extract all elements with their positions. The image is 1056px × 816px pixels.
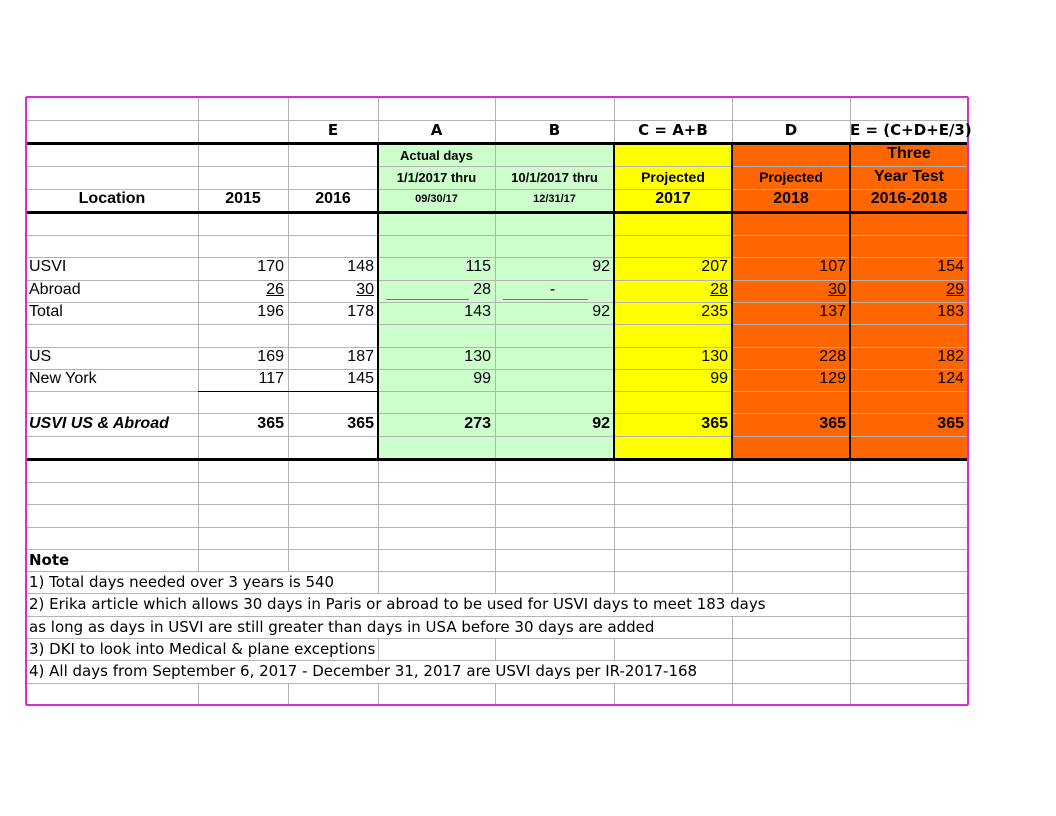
row-value-1-6[interactable]: 29: [946, 281, 964, 299]
projected-2018-header[interactable]: 2018: [773, 190, 809, 208]
row-value-0-5[interactable]: 107: [819, 258, 846, 276]
row-value-3-5[interactable]: 228: [819, 348, 846, 366]
row-value-3-0[interactable]: 169: [257, 348, 284, 366]
actual-days-header[interactable]: 09/30/17: [415, 192, 458, 205]
note-title[interactable]: Note: [29, 550, 70, 569]
row-value-5-4[interactable]: 365: [701, 415, 728, 433]
row-value-0-0[interactable]: 170: [257, 258, 284, 276]
row-value-2-2[interactable]: 143: [464, 303, 491, 321]
grid-row-line: [26, 593, 968, 594]
row-value-0-1[interactable]: 148: [347, 258, 374, 276]
grid-row-line: [26, 189, 968, 190]
projected-2017-header[interactable]: Projected: [641, 169, 705, 186]
row-label-5[interactable]: USVI US & Abroad: [29, 415, 169, 433]
row-value-1-0[interactable]: 26: [266, 281, 284, 299]
grid-row-line: [26, 166, 968, 167]
grid-row-line: [26, 549, 968, 550]
row-value-4-1[interactable]: 145: [347, 370, 374, 388]
year-2015-header[interactable]: 2015: [225, 190, 261, 208]
note-line-5[interactable]: 4) All days from September 6, 2017 - December 31, 2017 are USVI days per IR-2017-168: [29, 661, 698, 680]
grid-row-line: [26, 324, 968, 325]
grid-row-line: [26, 280, 968, 281]
row-value-2-3[interactable]: 92: [592, 303, 610, 321]
formula-header[interactable]: C = A+B: [638, 120, 708, 139]
newyork-sum-underline: [198, 391, 378, 392]
row-value-1-2[interactable]: 28: [473, 281, 491, 299]
grid-row-line: [26, 616, 968, 617]
header-bottom-border: [26, 211, 968, 214]
outline-left: [25, 97, 27, 705]
note-line-3[interactable]: as long as days in USVI are still greater than days in USA before 30 days are added: [29, 617, 655, 636]
row-value-1-4[interactable]: 28: [710, 281, 728, 299]
outline-top: [26, 96, 968, 98]
row-label-2[interactable]: Total: [29, 303, 63, 321]
abroad-dashed-underline: [386, 299, 469, 300]
row-value-1-1[interactable]: 30: [356, 281, 374, 299]
grid-row-line: [26, 571, 968, 572]
row-value-1-3[interactable]: -: [549, 281, 556, 299]
row-value-4-6[interactable]: 124: [937, 370, 964, 388]
row-value-0-3[interactable]: 92: [592, 258, 610, 276]
row-value-5-1[interactable]: 365: [347, 415, 374, 433]
formula-header[interactable]: E: [327, 120, 339, 139]
row-value-3-1[interactable]: 187: [347, 348, 374, 366]
grid-row-line: [26, 527, 968, 528]
formula-header[interactable]: B: [548, 120, 561, 139]
note-line-4[interactable]: 3) DKI to look into Medical & plane exceptions: [29, 639, 376, 658]
row-value-3-6[interactable]: 182: [937, 348, 964, 366]
outline-bottom: [26, 704, 968, 706]
row-value-5-3[interactable]: 92: [592, 415, 610, 433]
grid-row-line: [26, 391, 968, 392]
grid-row-line: [26, 436, 968, 437]
grid-row-line: [26, 504, 968, 505]
grid-row-line: [26, 683, 968, 684]
formula-header[interactable]: E = (C+D+E/3): [850, 120, 972, 139]
row-label-4[interactable]: New York: [29, 370, 97, 388]
row-value-0-4[interactable]: 207: [701, 258, 728, 276]
row-label-0[interactable]: USVI: [29, 258, 67, 276]
three-year-header[interactable]: Year Test: [874, 168, 944, 186]
row-value-2-4[interactable]: 235: [701, 303, 728, 321]
grid-row-line: [26, 235, 968, 236]
grid-row-line: [26, 120, 968, 121]
row-value-5-5[interactable]: 365: [819, 415, 846, 433]
row-value-2-6[interactable]: 183: [937, 303, 964, 321]
year-2016-header[interactable]: 2016: [315, 190, 351, 208]
row-value-0-2[interactable]: 115: [465, 258, 491, 276]
header-top-border: [26, 142, 968, 145]
formula-header[interactable]: D: [784, 120, 798, 139]
projected-2018-header[interactable]: Projected: [759, 169, 823, 186]
grid-row-line: [26, 413, 968, 414]
row-value-4-4[interactable]: 99: [710, 370, 728, 388]
row-label-1[interactable]: Abroad: [29, 281, 81, 299]
abroad-dashed-underline: [503, 299, 588, 300]
three-year-header[interactable]: Three: [887, 145, 931, 163]
three-year-header[interactable]: 2016-2018: [870, 190, 948, 208]
actual-days-header[interactable]: 1/1/2017 thru: [396, 169, 477, 185]
row-value-4-0[interactable]: 117: [258, 370, 284, 388]
note-line-1[interactable]: 1) Total days needed over 3 years is 540: [29, 572, 335, 591]
period-b-header[interactable]: 10/1/2017 thru: [511, 169, 598, 185]
row-value-4-5[interactable]: 129: [819, 370, 846, 388]
row-value-3-4[interactable]: 130: [701, 348, 728, 366]
formula-header[interactable]: A: [430, 120, 443, 139]
location-header[interactable]: Location: [78, 190, 146, 208]
row-value-5-0[interactable]: 365: [257, 415, 284, 433]
row-value-4-2[interactable]: 99: [473, 370, 491, 388]
row-value-2-1[interactable]: 178: [347, 303, 374, 321]
row-value-1-5[interactable]: 30: [828, 281, 846, 299]
row-value-0-6[interactable]: 154: [937, 258, 964, 276]
row-value-3-2[interactable]: 130: [464, 348, 491, 366]
row-value-5-6[interactable]: 365: [937, 415, 964, 433]
actual-days-header[interactable]: Actual days: [400, 147, 473, 163]
grid-row-line: [26, 638, 968, 639]
row-value-2-5[interactable]: 137: [819, 303, 846, 321]
grid-row-line: [26, 482, 968, 483]
row-value-5-2[interactable]: 273: [464, 415, 491, 433]
row-label-3[interactable]: US: [29, 348, 52, 366]
outline-right: [967, 97, 969, 705]
note-line-2[interactable]: 2) Erika article which allows 30 days in Paris or abroad to be used for USVI days to meet 183 days: [29, 594, 766, 613]
period-b-header[interactable]: 12/31/17: [533, 192, 576, 205]
table-bottom-border: [26, 458, 968, 461]
projected-2017-header[interactable]: 2017: [655, 190, 691, 208]
grid-row-line: [26, 660, 968, 661]
row-value-2-0[interactable]: 196: [257, 303, 284, 321]
